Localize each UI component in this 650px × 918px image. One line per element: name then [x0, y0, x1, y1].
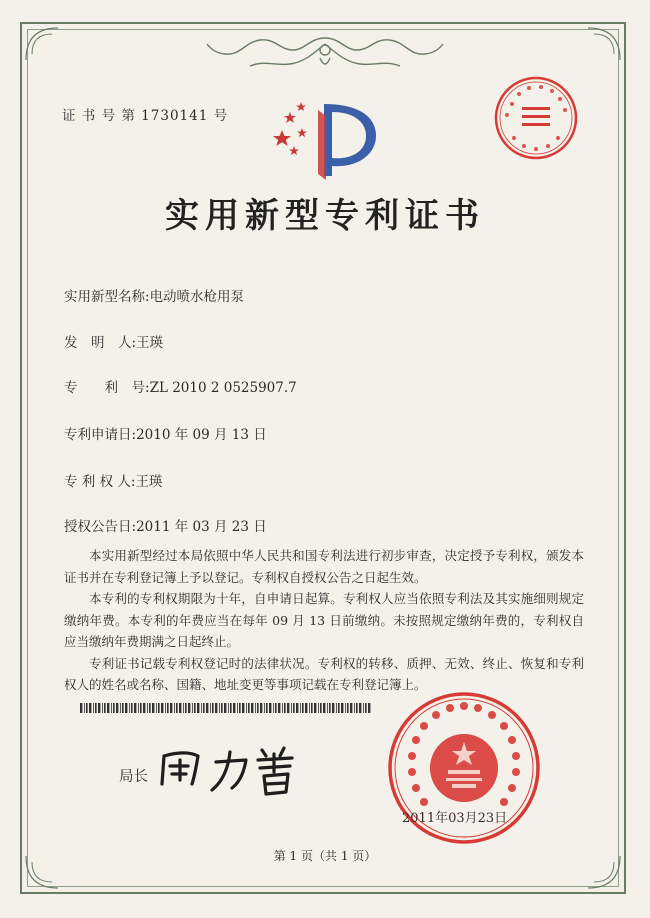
certificate-number [62, 104, 228, 124]
field-patentee [64, 470, 162, 490]
field-grant-date [64, 515, 267, 535]
certificate-body [64, 545, 584, 696]
director-label: 局长 [119, 769, 148, 785]
field-label: 发 明 人: [64, 335, 137, 351]
field-inventor [64, 331, 163, 351]
field-patent-number [64, 376, 297, 396]
field-label: 专 利 权 人: [64, 474, 136, 490]
barcode-icon [80, 703, 372, 713]
field-value: 电动喷水枪用泵 [149, 289, 245, 305]
field-value: 2011 年 03 月 23 日 [136, 519, 267, 535]
corner-ornament-top-right [584, 24, 624, 64]
signature-icon [150, 738, 320, 798]
paragraph-legal-status: 专利证书记载专利权登记时的法律状况。专利权的转移、质押、无效、终止、恢复和专利权人的姓名或名称、国籍、地址变更等事项记载在专利登记簿上。 [64, 655, 584, 692]
field-label: 专利申请日: [64, 427, 137, 443]
certificate-number-value: 1730141 [141, 108, 209, 124]
field-value: 2010 年 09 月 13 日 [136, 427, 267, 443]
corner-ornament-top-left [22, 24, 62, 64]
field-application-date [64, 423, 267, 443]
page-number: 第 1 页（共 1 页） [273, 849, 377, 863]
agency-stamp-icon [492, 74, 580, 162]
seal-date: 2011年03月23日 [402, 811, 508, 826]
field-label: 授权公告日: [64, 519, 137, 535]
paragraph-term: 本专利的专利权期限为十年，自申请日起算。专利权人应当依照专利法及其实施细则规定缴纳年费。本专利的年费应当在每年 09 月 13 日前缴纳。未按照规定缴纳年费的，专利权自应当缴纳年费期满之日起终止。 [64, 591, 584, 649]
certificate-number-label: 证 书 号 第 [62, 108, 136, 124]
paragraph-grant: 本实用新型经过本局依照中华人民共和国专利法进行初步审查，决定授予专利权，颁发本证书并在专利登记簿上予以登记。专利权自授权公告之日起生效。 [64, 548, 584, 585]
field-utility-model-name [64, 285, 244, 305]
field-label: 实用新型名称: [64, 289, 150, 305]
certificate-title: 实用新型专利证书 [165, 196, 485, 236]
field-value: 王瑛 [136, 335, 164, 351]
field-value: ZL 2010 2 0525907.7 [149, 380, 297, 396]
certificate-number-suffix: 号 [213, 108, 229, 124]
field-value: 王瑛 [135, 474, 163, 490]
field-label: 专 利 号: [64, 380, 150, 396]
top-ornament [205, 30, 445, 82]
cnipa-logo-icon [266, 96, 382, 182]
